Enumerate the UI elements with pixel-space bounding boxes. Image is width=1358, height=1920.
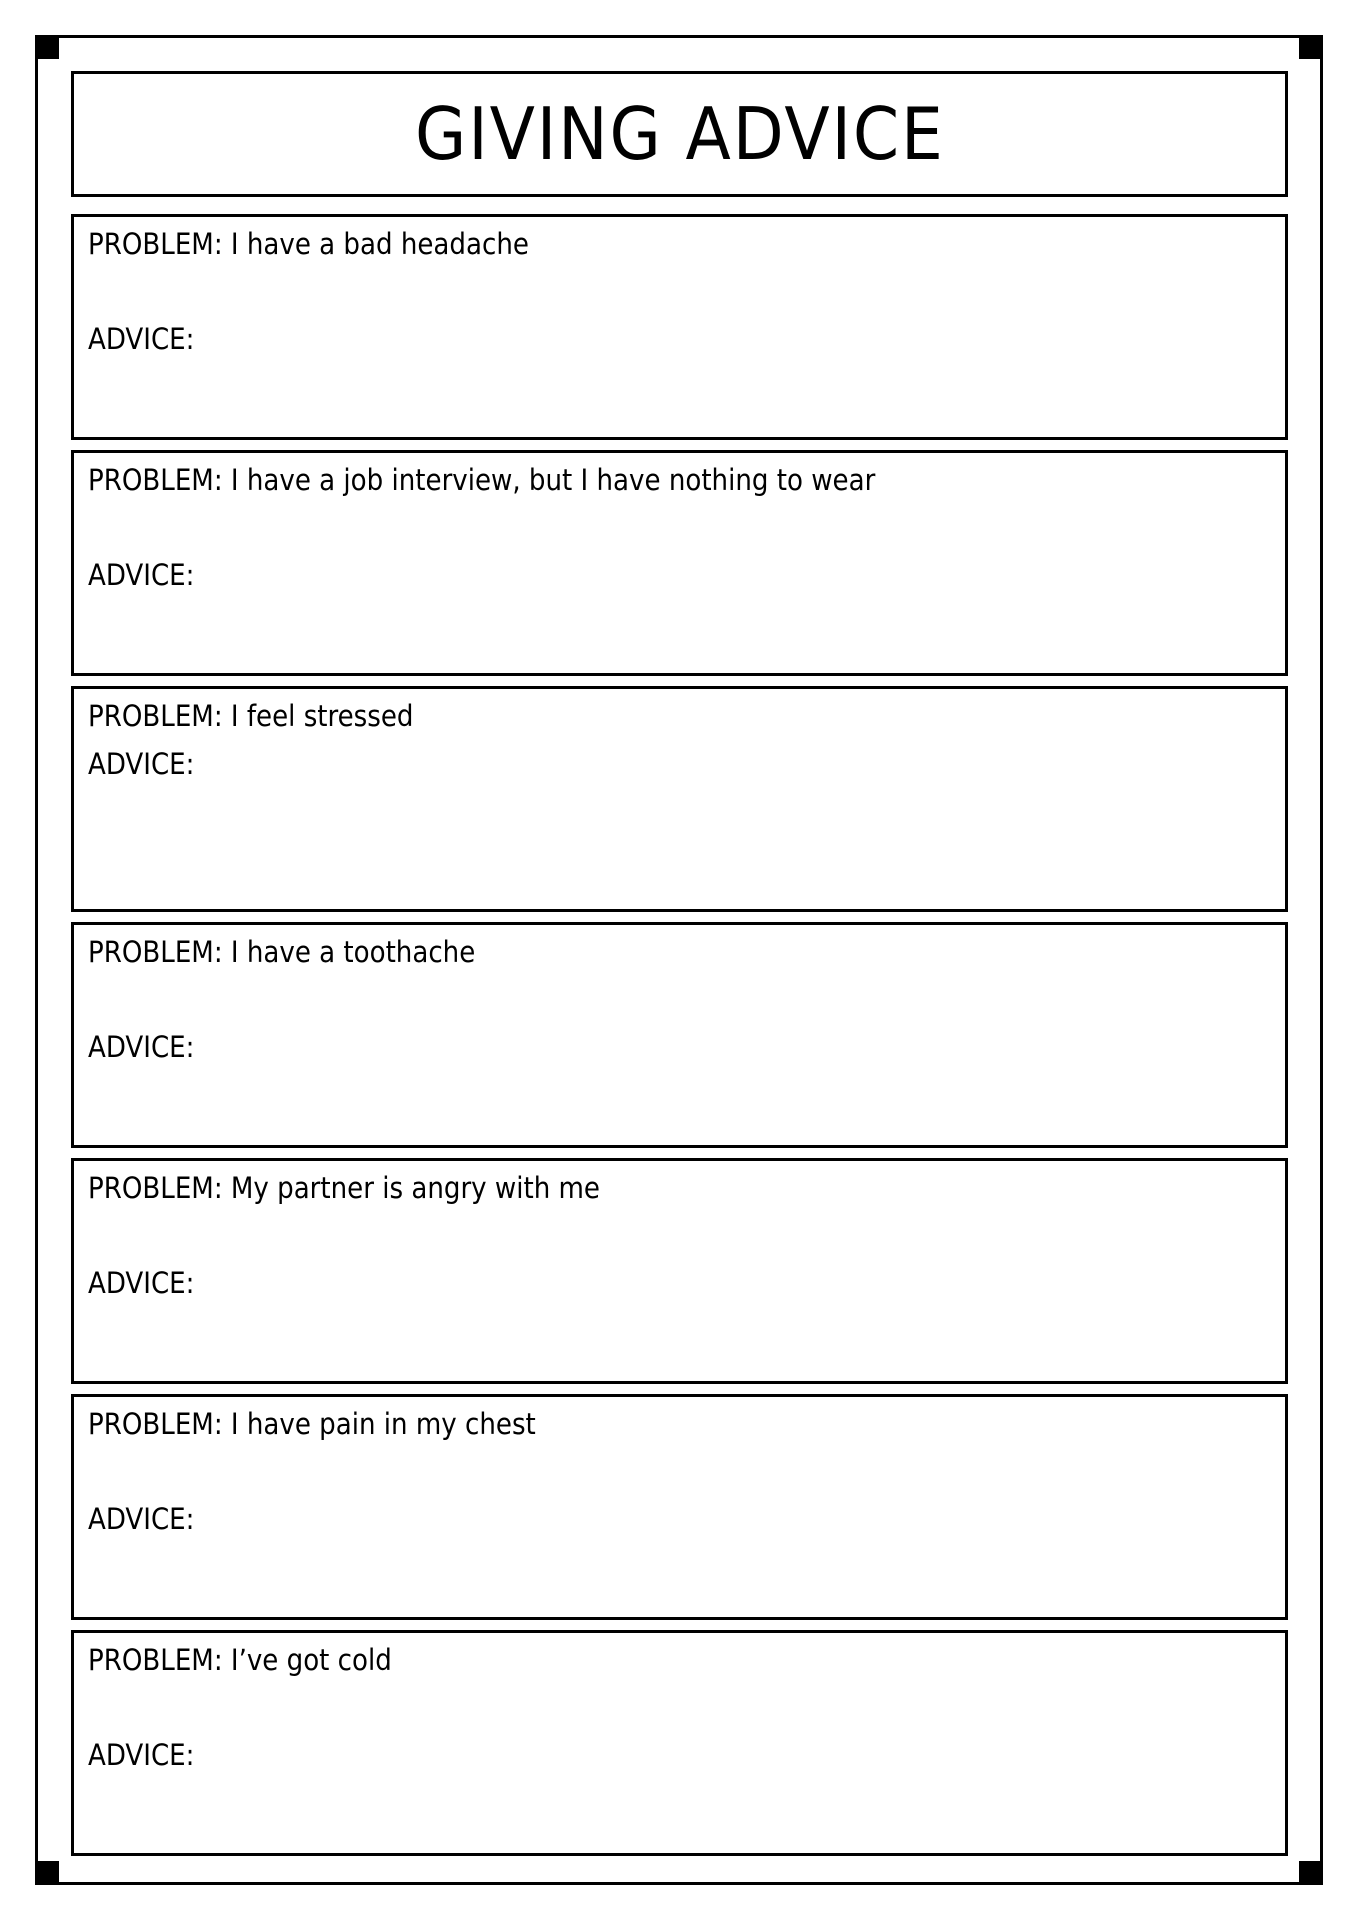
advice-label: ADVICE:	[88, 322, 195, 356]
problem-card-1	[71, 214, 1288, 440]
problem-text: PROBLEM: I have pain in my chest	[88, 1407, 536, 1441]
problem-text: PROBLEM: I have a job interview, but I have nothing to wear	[88, 463, 876, 497]
advice-label: ADVICE:	[88, 747, 195, 781]
page-title: GIVING ADVICE	[414, 92, 945, 176]
problem-card-4	[71, 922, 1288, 1148]
corner-mark-bottom-right	[1299, 1861, 1323, 1885]
advice-label: ADVICE:	[88, 1738, 195, 1772]
corner-mark-top-left	[35, 35, 59, 59]
advice-label: ADVICE:	[88, 1266, 195, 1300]
advice-label: ADVICE:	[88, 1030, 195, 1064]
problem-card-5	[71, 1158, 1288, 1384]
problem-text: PROBLEM: My partner is angry with me	[88, 1171, 600, 1205]
problem-card-3	[71, 686, 1288, 912]
problem-card-2	[71, 450, 1288, 676]
problem-card-6	[71, 1394, 1288, 1620]
corner-mark-bottom-left	[35, 1861, 59, 1885]
problem-text: PROBLEM: I’ve got cold	[88, 1643, 392, 1677]
problem-list	[71, 214, 1288, 1866]
title-box	[71, 71, 1288, 197]
advice-label: ADVICE:	[88, 558, 195, 592]
problem-text: PROBLEM: I have a bad headache	[88, 227, 529, 261]
problem-card-7	[71, 1630, 1288, 1856]
problem-text: PROBLEM: I feel stressed	[88, 699, 414, 733]
advice-label: ADVICE:	[88, 1502, 195, 1536]
corner-mark-top-right	[1299, 35, 1323, 59]
problem-text: PROBLEM: I have a toothache	[88, 935, 476, 969]
